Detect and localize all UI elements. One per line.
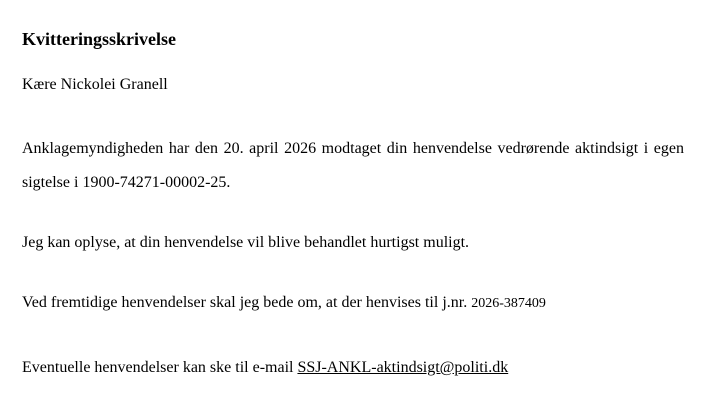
salutation: Kære Nickolei Granell	[22, 76, 168, 93]
case-number: 2026-387409	[471, 296, 546, 311]
reference-paragraph	[22, 286, 684, 321]
letter-document	[22, 28, 684, 376]
email-link[interactable]: SSJ-ANKL-aktindsigt@politi.dk	[297, 359, 509, 376]
contact-text: Eventuelle henvendelser kan ske til e-mail	[22, 359, 294, 376]
processing-paragraph: Jeg kan oplyse, at din henvendelse vil blive behandlet hurtigst muligt.	[22, 234, 470, 251]
receipt-paragraph: Anklagemyndigheden har den 20. april 2026 modtaget din henvendelse vedrørende aktindsigt i egen sigtelse i 1900-74271-00002-25.	[22, 140, 684, 191]
contact-paragraph	[22, 351, 684, 385]
reference-text: Ved fremtidige henvendelser skal jeg bede om, at der henvises til j.nr.	[22, 294, 468, 311]
document-title: Kvitteringsskrivelse	[22, 29, 176, 49]
